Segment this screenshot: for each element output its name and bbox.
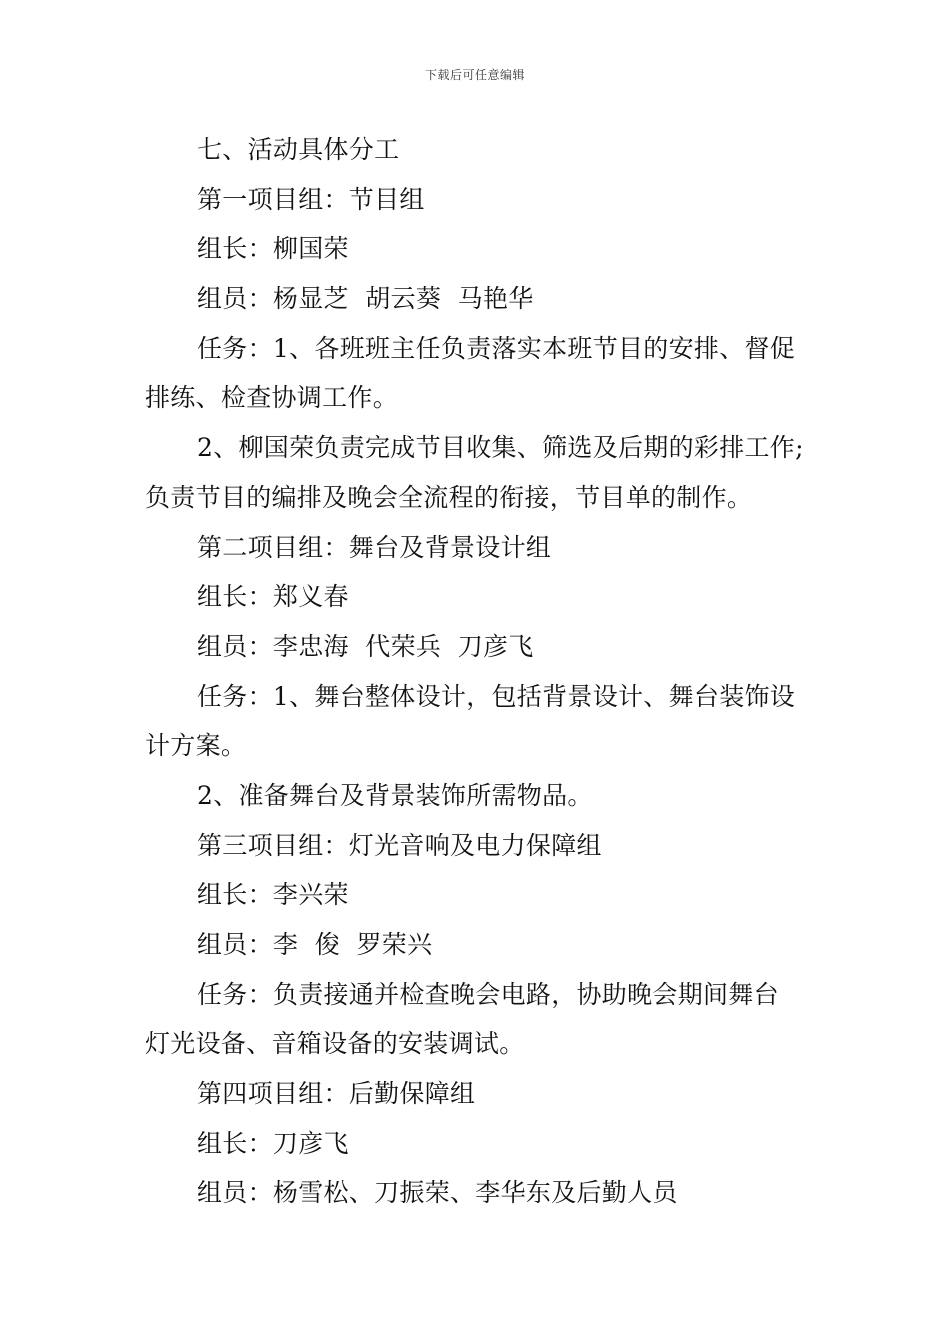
group-members: 组员：杨雪松、刀振荣、李华东及后勤人员 bbox=[197, 1178, 678, 1208]
group-members: 组员：李 俊 罗荣兴 bbox=[197, 930, 433, 959]
group-title: 第一项目组：节目组 bbox=[197, 184, 425, 214]
group-members: 组员：李忠海 代荣兵 刀彦飞 bbox=[197, 631, 534, 661]
group-title: 第三项目组：灯光音响及电力保障组 bbox=[197, 830, 602, 860]
document-body bbox=[145, 125, 810, 1218]
group-task-continued: 负责节目的编排及晚会全流程的衔接，节目单的制作。 bbox=[145, 482, 753, 512]
group-members: 组员：杨显芝 胡云葵 马艳华 bbox=[197, 284, 534, 314]
group-leader: 组长：郑义春 bbox=[197, 582, 349, 612]
group-leader: 组长：刀彦飞 bbox=[197, 1128, 349, 1158]
group-title: 第二项目组：舞台及背景设计组 bbox=[197, 532, 552, 562]
group-title: 第四项目组：后勤保障组 bbox=[197, 1079, 476, 1109]
group-task: 任务：1、各班班主任负责落实本班节目的安排、督促 bbox=[197, 333, 796, 363]
group-task-continued: 计方案。 bbox=[145, 731, 247, 761]
section-heading: 七、活动具体分工 bbox=[197, 135, 400, 164]
page-header: 下载后可任意编辑 bbox=[424, 68, 525, 82]
group-task: 任务：负责接通并检查晚会电路，协助晚会期间舞台 bbox=[197, 979, 779, 1009]
group-leader: 组长：柳国荣 bbox=[197, 234, 349, 264]
group-task-continued: 灯光设备、音箱设备的安装调试。 bbox=[145, 1029, 525, 1059]
group-task: 2、准备舞台及背景装饰所需物品。 bbox=[197, 780, 593, 810]
group-task-continued: 排练、检查协调工作。 bbox=[145, 383, 399, 413]
group-task: 任务：1、舞台整体设计，包括背景设计、舞台装饰设 bbox=[197, 681, 796, 711]
group-leader: 组长：李兴荣 bbox=[197, 880, 349, 910]
group-task: 2、柳国荣负责完成节目收集、筛选及后期的彩排工作; bbox=[197, 433, 804, 463]
